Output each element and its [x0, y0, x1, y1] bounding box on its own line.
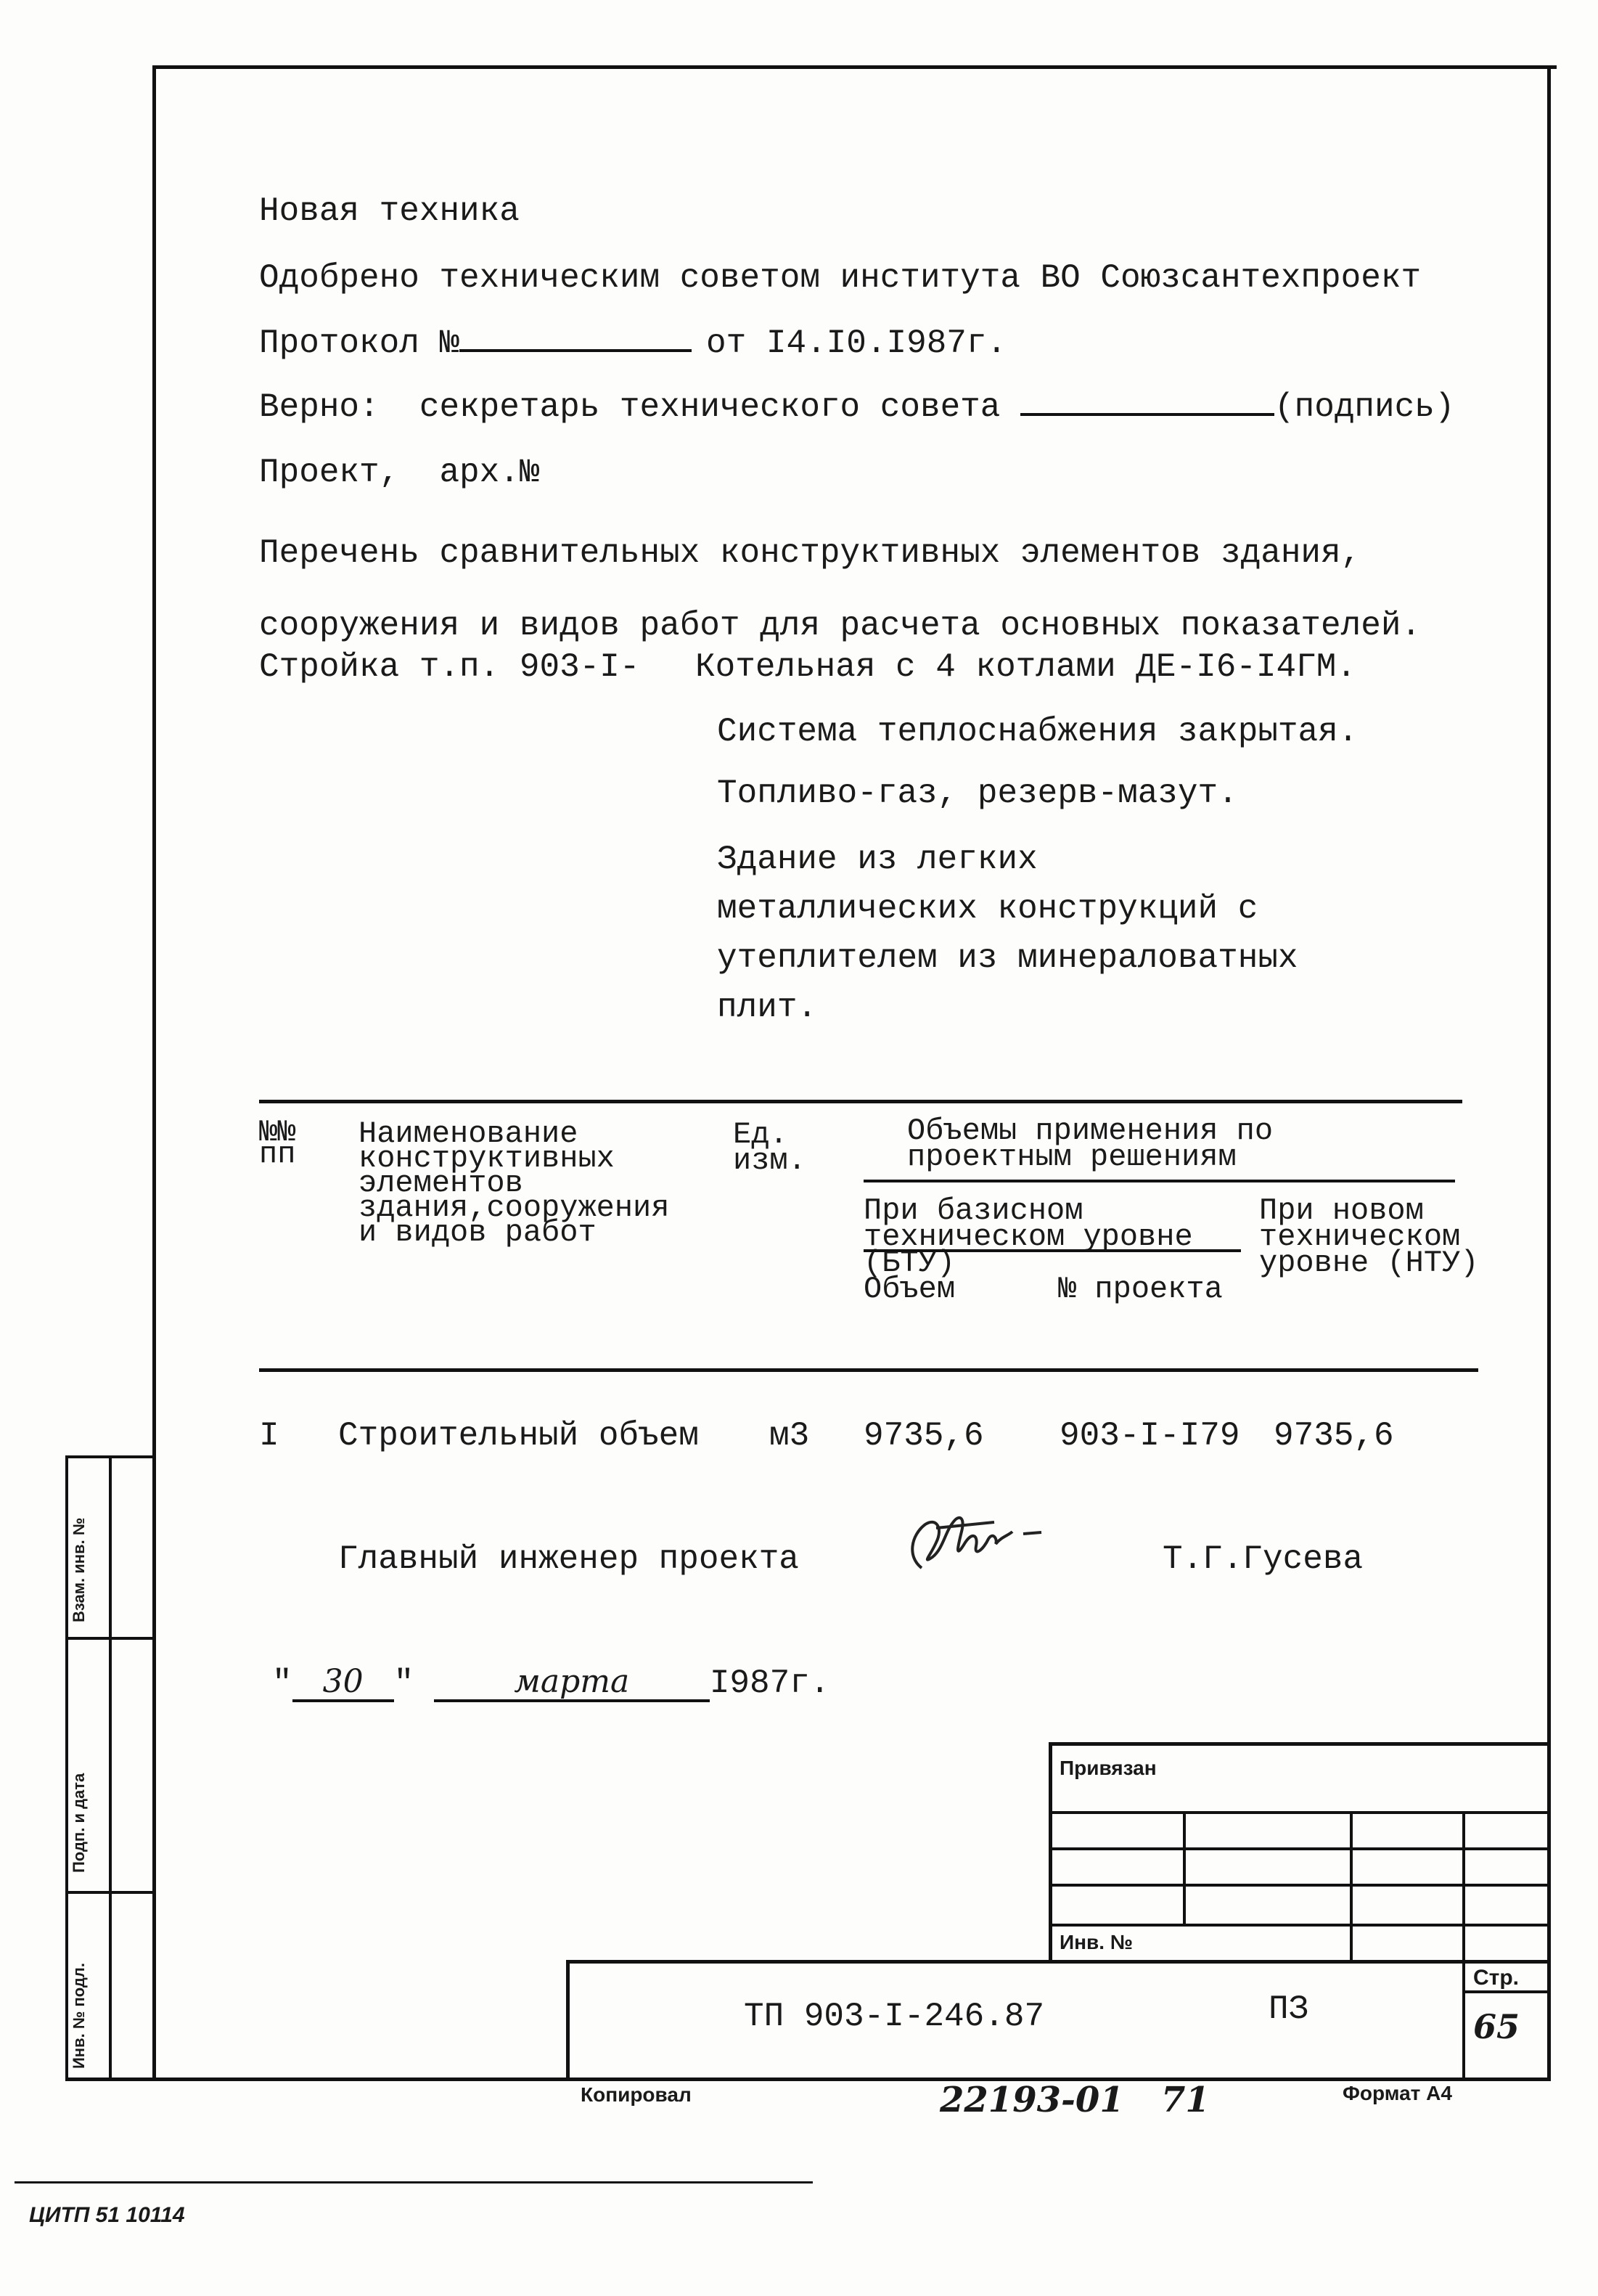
side-podp: Подп. и дата	[70, 1773, 88, 1873]
row-volume: 9735,6	[864, 1417, 984, 1455]
col-name-header: Наименование конструктивных элементов здания,сооружения и видов работ	[358, 1116, 670, 1250]
header-desc4: Здание из легких металлических конструкций с утеплителем из минераловатных плит.	[717, 841, 1298, 1026]
header-stroika: Стройка т.п. 903-I-	[259, 648, 640, 686]
header-desc3: Топливо-газ, резерв-мазут.	[717, 775, 1238, 812]
row-no: I	[259, 1417, 279, 1455]
side-inv-podl: Инв. № подл.	[70, 1963, 88, 2069]
format-label: Формат А4	[1343, 2082, 1452, 2104]
header-desc1: Котельная с 4 котлами ДЕ-I6-I4ГМ.	[695, 648, 1356, 686]
header-approved: Одобрено техническим советом института ВО Союзсантехпроект	[259, 259, 1422, 297]
col-project-header: № проекта	[1058, 1272, 1223, 1307]
chief-engineer-label: Главный инженер проекта	[338, 1540, 799, 1578]
row-unit: м3	[769, 1417, 810, 1455]
doc-code: ТП 903-I-246.87	[744, 1998, 1045, 2035]
row-ntu: 9735,6	[1274, 1417, 1394, 1455]
privyazan-label: Привязан	[1060, 1757, 1157, 1779]
header-desc2: Система теплоснабжения закрытая.	[717, 713, 1359, 751]
page-label: Стр.	[1473, 1966, 1520, 1990]
col-btu-header: При базисном техническом уровне (БТУ)	[864, 1193, 1193, 1280]
date-line: " 30 " марта I987г.	[272, 1663, 830, 1702]
signature	[893, 1499, 1081, 1590]
copy-number: 22193-01	[940, 2080, 1124, 2120]
side-vzam: Взам. инв. №	[70, 1517, 88, 1622]
row-project: 903-I-I79	[1060, 1417, 1240, 1455]
kopiroval-label: Копировал	[581, 2083, 692, 2106]
col-volumes-header: Объемы применения по проектным решениям	[907, 1114, 1274, 1174]
row-name: Строительный объем	[338, 1417, 699, 1455]
doc-section: ПЗ	[1269, 1990, 1309, 2028]
header-project: Проект, арх.№	[259, 454, 540, 491]
header-protocol: Протокол № от I4.I0.I987г.	[259, 324, 1007, 362]
inv-no-label: Инв. №	[1060, 1931, 1134, 1953]
col-ntu-header: При новом техническом уровне (НТУ)	[1259, 1193, 1479, 1280]
chief-engineer-name: Т.Г.Гусева	[1163, 1540, 1364, 1578]
col-no-header: №№ пп	[259, 1115, 296, 1172]
header-new-tech: Новая техника	[259, 192, 520, 230]
header-verno: Верно: секретарь технического совета (подпись)	[259, 388, 1455, 426]
col-unit-header: Ед. изм.	[733, 1117, 806, 1178]
col-volume-header: Объем	[864, 1272, 956, 1307]
header-list: Перечень сравнительных конструктивных элементов здания, сооружения и видов работ для расчета основных показателей.	[259, 534, 1422, 645]
copy-sheet: 71	[1161, 2080, 1210, 2120]
page-number: 65	[1473, 2007, 1520, 2046]
citp-label: ЦИТП 51 10114	[29, 2203, 185, 2227]
